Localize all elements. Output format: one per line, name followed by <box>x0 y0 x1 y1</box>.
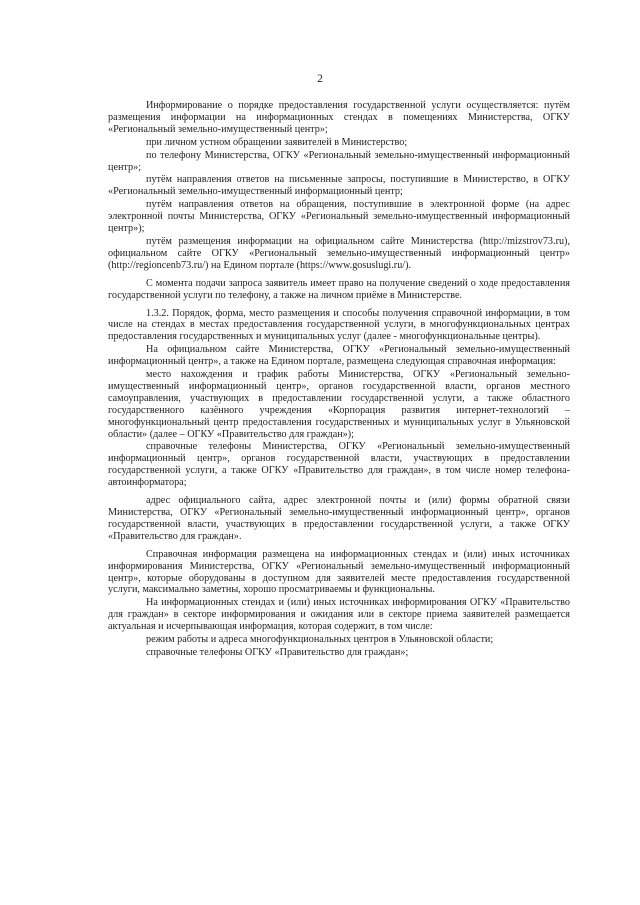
paragraph: справочные телефоны ОГКУ «Правительство для граждан»; <box>146 646 409 658</box>
paragraph: при личном устном обращении заявителей в Министерство; <box>146 136 408 148</box>
paragraph: место нахождения и график работы Министерства, ОГКУ «Региональный земельно-имущественный информационный центр», органов государственной власти, органов местного самоуправления, участвующих в предоставлении государственной услуги, а также областного государственного казённого учреждения «Корпорация развития интернет-технологий – многофункциональный центр предоставления государственных и муниципальных услуг в Ульяновской области» (далее – ОГКУ «Правительство для граждан»); <box>108 369 570 440</box>
paragraph: На информационных стендах и (или) иных источниках информирования ОГКУ «Правительство для граждан» в секторе информирования и ожидания или в секторе приема заявителей размещается актуальная и исчерпывающая информация, которая содержит, в том числе: <box>108 597 570 633</box>
paragraph: Справочная информация размещена на информационных стендах и (или) иных источниках информирования Министерства, ОГКУ «Региональный земельно-имущественный информационный центр», которые оборудованы в доступном для заявителей месте предоставления государственной услуги, максимально заметны, хорошо просматриваемы и функциональны. <box>108 548 570 596</box>
paragraph: режим работы и адреса многофункциональных центров в Ульяновской области; <box>146 634 494 646</box>
paragraph: справочные телефоны Министерства, ОГКУ «Региональный земельно-имущественный информационный центр», органов государственной власти, участвующих в предоставлении государственной услуги, а также ОГКУ «Правительство для граждан», в том числе номер телефона-автоинформатора; <box>108 441 570 489</box>
body-text <box>108 100 570 660</box>
paragraph: Информирование о порядке предоставления государственной услуги осуществляется: путём размещения информации на информационных стендах в помещениях Министерства, ОГКУ «Региональный земельно-имущественный центр»; <box>108 100 570 135</box>
paragraph: путём размещения информации на официальном сайте Министерства (http://mizstrov73.ru), официальном сайте ОГКУ «Региональный земельно-имущественный информационный центр» (http://regioncenb73.ru/) на Едином портале (https://www.gosuslugi.ru/). <box>108 235 570 271</box>
paragraph: адрес официального сайта, адрес электронной почты и (или) формы обратной связи Министерства, ОГКУ «Региональный земельно-имущественный информационный центр», органов государственной власти, участвующих в предоставлении государственной услуги, а также ОГКУ «Правительство для граждан». <box>108 495 570 542</box>
page-number: 2 <box>317 73 323 85</box>
paragraph: путём направления ответов на обращения, поступившие в электронной форме (на адрес электронной почты Министерства, ОГКУ «Региональный земельно-имущественный информационный центр»); <box>108 199 570 235</box>
paragraph: 1.3.2. Порядок, форма, место размещения и способы получения справочной информации, в том числе на стендах в местах предоставления государственной услуги, в многофункциональных центрах предоставления государственных и муниципальных услуг (далее - многофункциональные центры). <box>108 307 570 343</box>
paragraph: На официальном сайте Министерства, ОГКУ «Региональный земельно-имущественный информационный центр», а также на Едином портале, размещена следующая справочная информация: <box>108 344 570 368</box>
paragraph: путём направления ответов на письменные запросы, поступившие в Министерство, в ОГКУ «Региональный земельно-имущественный информационный центр; <box>108 174 570 198</box>
paragraph: С момента подачи запроса заявитель имеет право на получение сведений о ходе предоставления государственной услуги по телефону, а также на личном приёме в Министерстве. <box>108 277 570 301</box>
paragraph: по телефону Министерства, ОГКУ «Региональный земельно-имущественный информационный центр»; <box>108 149 570 173</box>
